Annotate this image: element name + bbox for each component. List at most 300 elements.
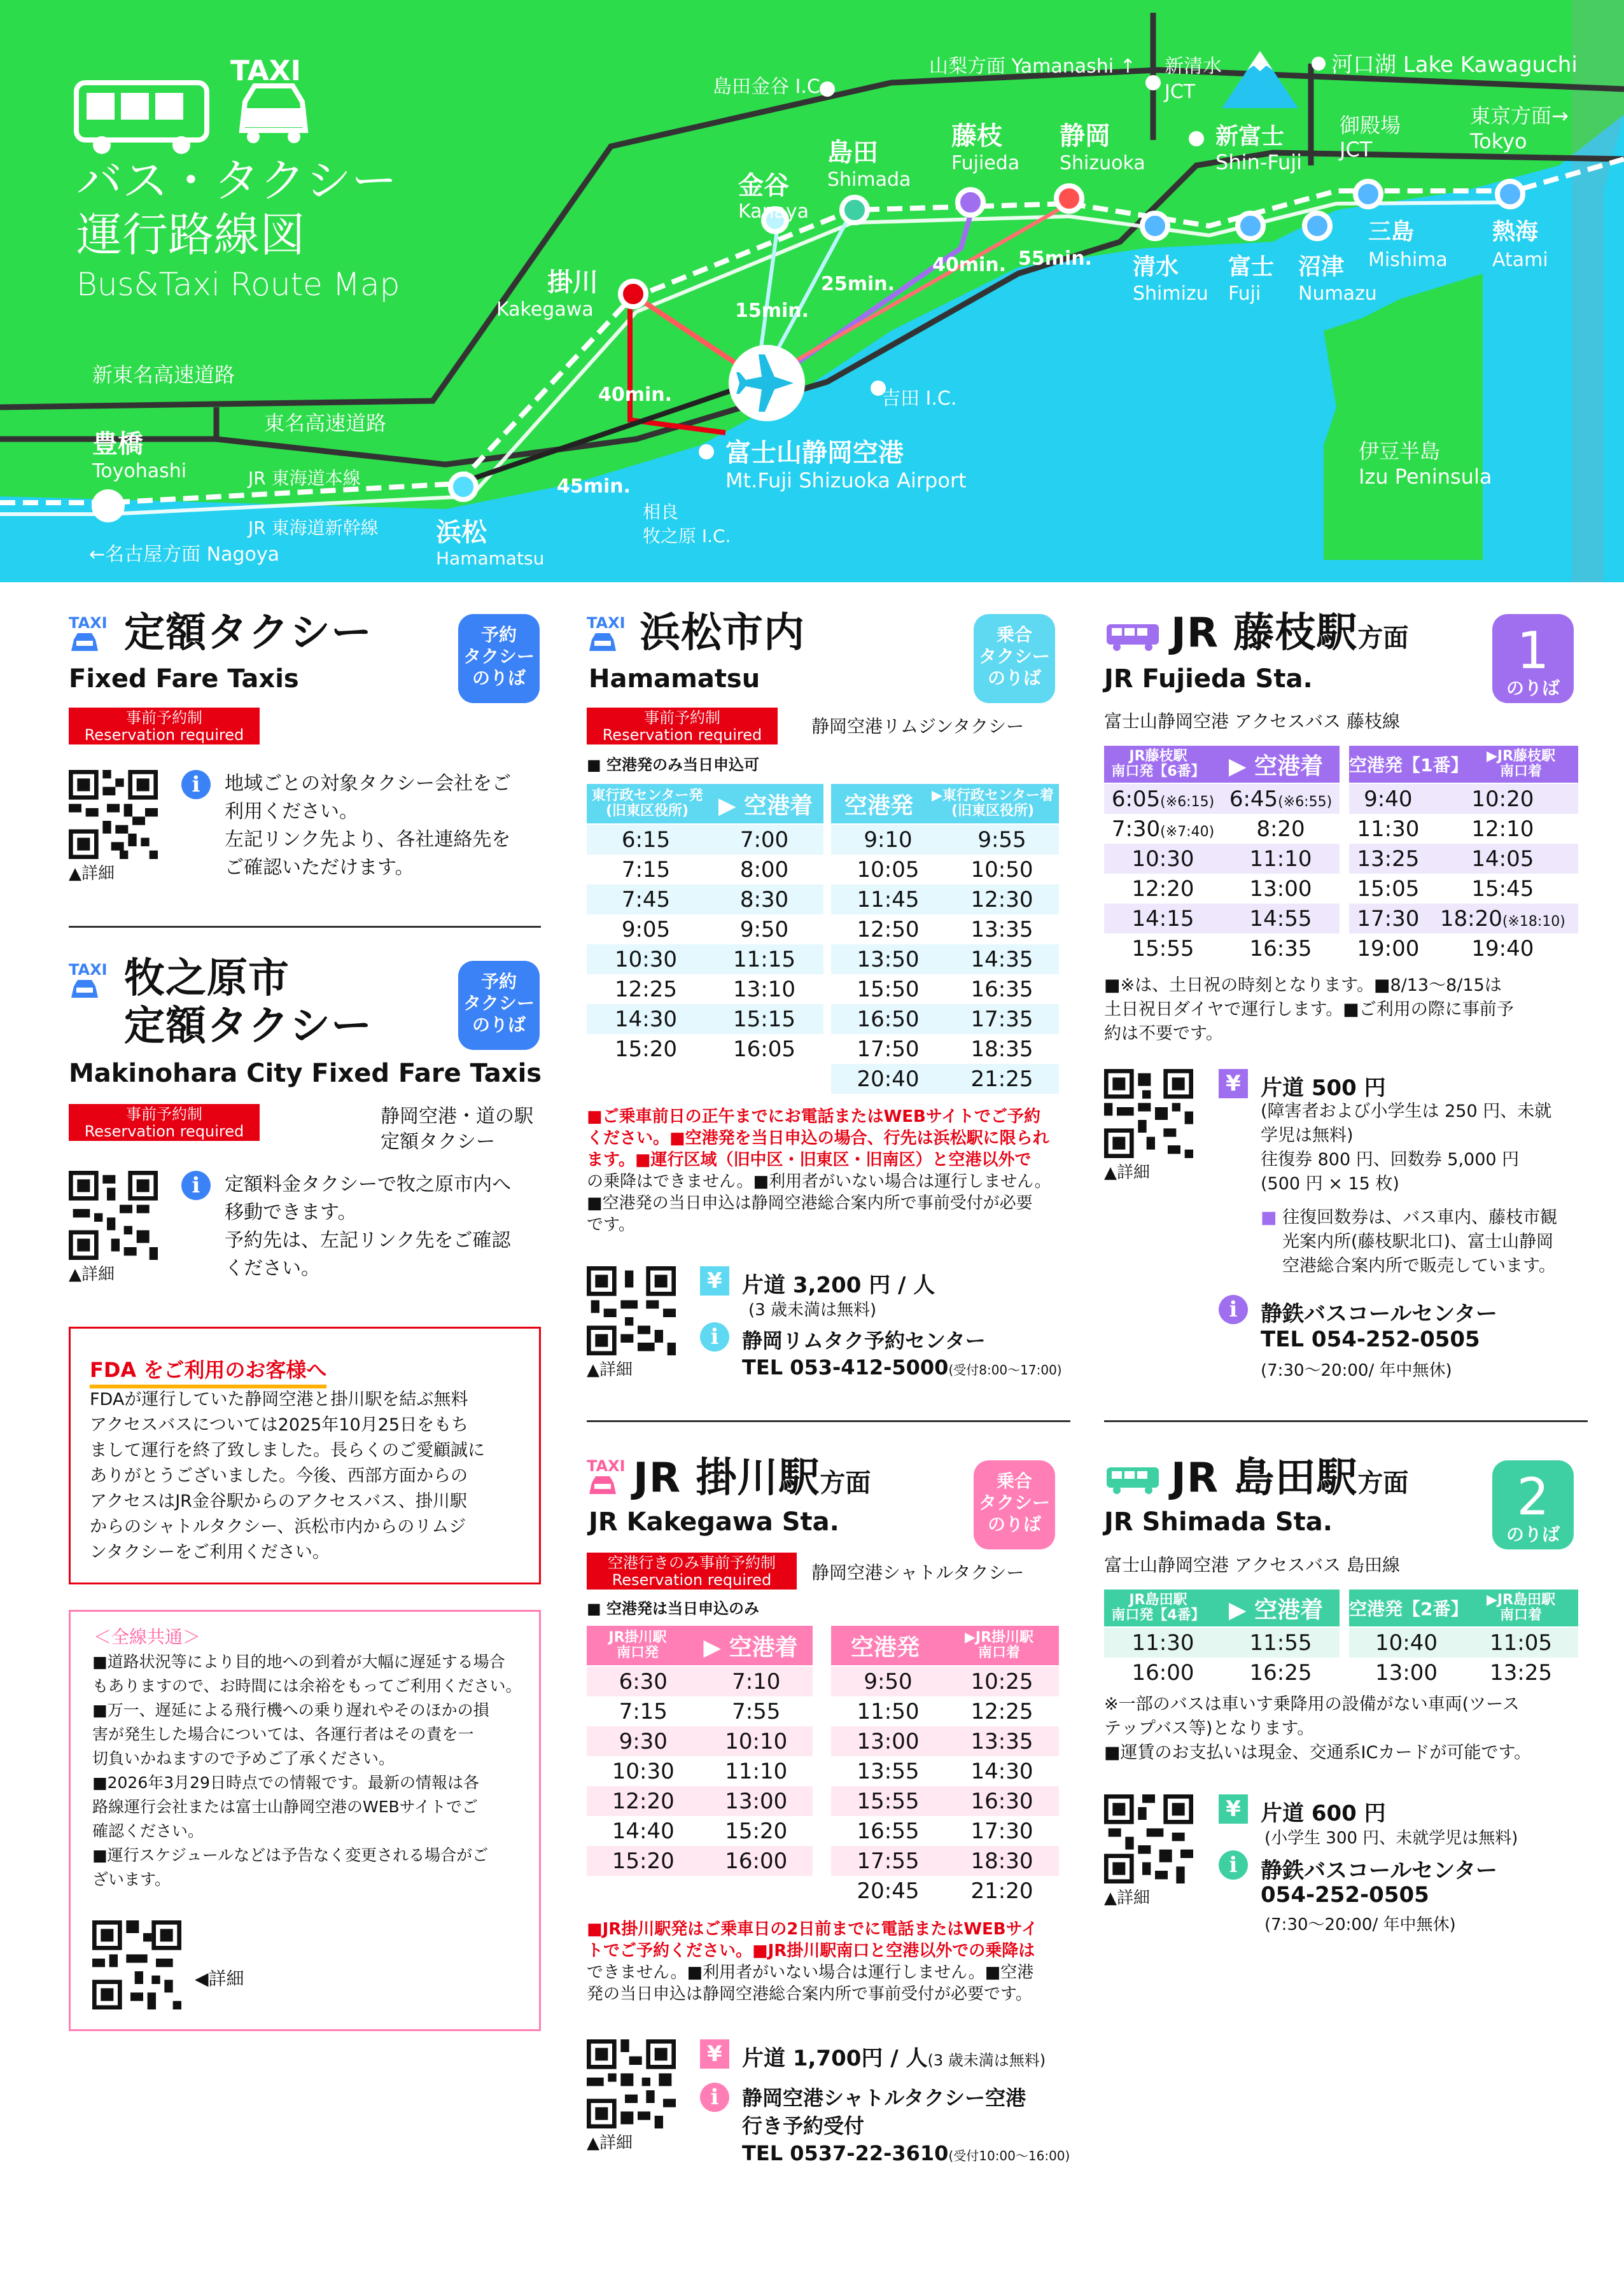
toyohashi-station (92, 489, 125, 522)
label-shimada-kanaya-ic: 島田金谷 I.C. (713, 76, 827, 98)
timetable-cell: 12:50 (857, 916, 920, 942)
info-icon: i (700, 2083, 729, 2112)
timetable-cell: 6:45(※6:55) (1229, 786, 1333, 812)
timetable-cell: 17:35 (970, 1006, 1033, 1032)
yen-icon: ¥ (1219, 1069, 1248, 1098)
common-notes (69, 1610, 541, 2031)
timetable-row (587, 944, 823, 974)
hamamatsu-table-from-airport (831, 825, 1059, 1094)
timetable-row (831, 1034, 1059, 1064)
bus-icon (1104, 620, 1161, 652)
timetable-cell: 14:40 (612, 1818, 675, 1844)
label-atami-jp: 熱海 (1492, 219, 1539, 245)
label-yamanashi: 山梨方面 Yamanashi ↑ (929, 55, 1136, 78)
label-shimizu-en: Shimizu (1133, 283, 1208, 305)
common-items: ■道路状況等により目的地への到着が大幅に遅延する場合 もありますので、お時間には余裕をもってご利用ください。 ■万一、遅延による飛行機への乗り遅れやそのほかの損 害が発生した場合については、各運行者はその責を一 切負いかねますので予めご了承ください。 ■2026年3月29日時点での情報です。最新の情報は各 路線運行会社または富士山静岡空港のWEBサイトでご 確認ください。 ■運行スケジュールなどは予告なく変更される場合がご ざいます。 (92, 1653, 522, 1889)
timetable-cell: 13:25 (1357, 846, 1420, 872)
label-shin-tomei: 新東名高速道路 (92, 363, 235, 387)
timetable-row (831, 1004, 1059, 1034)
kakegawa-route-2 (630, 293, 725, 433)
label-shimada-en: Shimada (827, 169, 911, 191)
kawaguchi-dot (1312, 57, 1326, 71)
timetable-cell: 14:55 (1249, 905, 1312, 932)
timetable-cell: 12:30 (970, 886, 1033, 912)
timetable-cell: 16:35 (970, 976, 1033, 1002)
timetable-cell: 9:30 (619, 1728, 668, 1754)
common-title: ＜全線共通＞ (94, 1626, 201, 1647)
label-time-25: 25min. (821, 273, 895, 295)
taxi-icon (242, 86, 305, 143)
shimada-badge: 2 のりば (1492, 1460, 1574, 1549)
timetable-row (831, 1846, 1059, 1876)
timetable-cell: 17:55 (857, 1848, 920, 1874)
timetable-cell: 7:45 (621, 886, 671, 912)
timetable-cell: 9:50 (739, 916, 789, 942)
timetable-cell: 11:30 (1131, 1630, 1194, 1656)
shizuoka-station (1056, 186, 1082, 211)
makinohara-title-jp-1: 牧之原市 (124, 955, 290, 1002)
timetable-cell: 15:20 (725, 1818, 788, 1844)
label-izu-jp: 伊豆半島 (1359, 439, 1441, 463)
timetable-row (831, 1667, 1059, 1696)
timetable-cell: 7:10 (732, 1668, 781, 1695)
makinohara-icon: TAXI (69, 961, 108, 1004)
label-hamamatsu-en: Hamamatsu (436, 548, 545, 569)
kakegawa-badge: 乗合 タクシー のりば (974, 1460, 1055, 1549)
timetable-row (587, 914, 823, 944)
timetable-cell: 18:30 (970, 1848, 1033, 1874)
label-shizuoka-en: Shizuoka (1060, 152, 1145, 174)
label-shin-fuji-en: Shin-Fuji (1215, 150, 1303, 174)
label-atami-en: Atami (1492, 249, 1548, 271)
timetable-cell: 7:30(※7:40) (1111, 816, 1215, 842)
label-tokyo-en: Tokyo (1470, 129, 1527, 153)
makinohara-title-jp-2: 定額タクシー (124, 1003, 372, 1050)
route-map (0, 0, 1624, 582)
mishima-station (1355, 181, 1381, 207)
timetable-row (1104, 874, 1340, 904)
timetable-cell: 19:40 (1471, 935, 1534, 961)
fda-notice (69, 1327, 541, 1584)
label-shin-shimizu-jct: JCT (1165, 81, 1196, 103)
map-title-en: Bus&Taxi Route Map (76, 266, 400, 303)
timetable-cell: 9:10 (864, 827, 913, 853)
label-time-40-kakegawa: 40min. (598, 384, 673, 406)
hamamatsu-title-en: Hamamatsu (589, 664, 760, 694)
label-fuji-en: Fuji (1228, 283, 1261, 305)
kakegawa-icon: TAXI (587, 1457, 626, 1500)
label-tokyo-jp: 東京方面→ (1470, 104, 1569, 128)
taxi-icon (69, 632, 101, 655)
fujieda-station (958, 190, 983, 215)
kakegawa-operator: 静岡空港シャトルタクシー (811, 1562, 1025, 1583)
info-icon: i (181, 1171, 211, 1200)
timetable-cell: 15:20 (612, 1848, 675, 1874)
info-icon: i (700, 1322, 729, 1352)
label-yoshida-ic: 吉田 I.C. (881, 388, 957, 410)
timetable-row (587, 1696, 813, 1726)
label-fuji-jp: 富士 (1228, 254, 1275, 280)
hamamatsu-reservation-tag: 事前予約制 Reservation required (587, 708, 778, 744)
label-shimizu-jp: 清水 (1133, 254, 1179, 280)
timetable-cell: 15:05 (1357, 876, 1420, 902)
makinohara-reservation-tag: 事前予約制 Reservation required (69, 1104, 260, 1141)
hamamatsu-title-jp: 浜松市内 (640, 610, 805, 657)
timetable-cell: 14:05 (1471, 846, 1534, 872)
timetable-cell: 9:50 (864, 1668, 913, 1695)
timetable-cell: 15:20 (615, 1036, 677, 1062)
timetable-row (587, 1667, 813, 1696)
label-mishima-jp: 三島 (1368, 219, 1415, 245)
sagara-ic (699, 444, 714, 459)
timetable-cell: 11:55 (1249, 1630, 1312, 1656)
kakegawa-station (620, 281, 646, 307)
hamamatsu-notes: ■ご乗車前日の正午までにお電話またはWEBサイトでご予約 ください。■空港発を当日申込の場合、行先は浜松駅に限られ ます。■運行区域（旧中区・旧東区・旧南区）と空港以外で の乗降はできません。■利用者がいない場合は運行しません。 ■空港発の当日申込は静岡空港総合案内所で事前受付が必要 です。 (587, 1107, 1051, 1234)
timetable-cell: 10:40 (1375, 1630, 1438, 1656)
shin-fuji-station (1189, 131, 1204, 146)
timetable-row (1104, 844, 1340, 874)
timetable-cell: 13:25 (1490, 1660, 1552, 1686)
kakegawa-detail-link[interactable]: ▲詳細 (587, 2134, 633, 2153)
map-title-jp-2: 運行路線図 (76, 208, 306, 262)
timetable-cell: 11:30 (1357, 816, 1420, 842)
fujieda-badge: 1 のりば (1492, 614, 1574, 703)
timetable-cell: 9:05 (621, 916, 671, 942)
fixed-qr-code[interactable] (69, 770, 158, 859)
timetable-cell: 11:50 (857, 1698, 920, 1724)
taxi-label: TAXI (230, 55, 301, 87)
timetable-row (1349, 904, 1578, 933)
timetable-cell: 10:05 (857, 856, 920, 883)
kakegawa-header-right: 空港発 ▶JR掛川駅 南口着 (831, 1626, 1059, 1665)
timetable-cell: 18:35 (970, 1036, 1033, 1062)
kakegawa-reservation-tag: 空港行きのみ事前予約制 Reservation required (587, 1553, 797, 1590)
label-shin-shimizu: 新清水 (1165, 55, 1222, 78)
timetable-cell: 12:25 (970, 1698, 1033, 1724)
shimada-route: 富士山静岡空港 アクセスバス 島田線 (1104, 1555, 1400, 1576)
hamamatsu-icon: TAXI (587, 614, 626, 657)
timetable-cell: 16:00 (725, 1848, 788, 1874)
shimada-table-to-airport (1104, 1628, 1340, 1688)
fujieda-table-to-airport (1104, 784, 1340, 963)
timetable-row (587, 1726, 813, 1756)
timetable-row (1104, 904, 1340, 933)
timetable-row (831, 974, 1059, 1004)
divider (69, 926, 541, 928)
fixed-reservation-tag: 事前予約制 Reservation required (69, 708, 260, 744)
fuji-station (1238, 213, 1263, 239)
kakegawa-title: JR 掛川駅方面 (633, 1455, 871, 1502)
makinohara-route: 静岡空港・道の駅 定額タクシー (381, 1105, 533, 1153)
timetable-cell: 10:30 (612, 1758, 675, 1784)
shimada-header-left: JR島田駅 南口発【4番】 ▶ 空港着 (1104, 1590, 1340, 1626)
label-time-55: 55min. (1018, 248, 1093, 270)
timetable-cell: 6:30 (619, 1668, 668, 1695)
hamamatsu-station (451, 474, 476, 500)
label-tomei: 東名高速道路 (264, 411, 387, 435)
divider (1104, 1420, 1588, 1422)
timetable-cell: 13:35 (970, 916, 1033, 942)
label-kanaya-jp: 金谷 (738, 171, 789, 200)
timetable-row (1349, 1658, 1578, 1688)
timetable-cell: 20:45 (857, 1878, 920, 1904)
timetable-cell: 16:50 (857, 1006, 920, 1032)
info-icon: i (181, 770, 211, 799)
makinohara-qr-code[interactable] (69, 1171, 158, 1260)
timetable-row (1349, 874, 1578, 904)
timetable-cell: 19:00 (1357, 935, 1420, 961)
hamamatsu-header-right: 空港発 ▶東行政センター着 (旧東区役所) (831, 784, 1059, 823)
timetable-row (1349, 814, 1578, 844)
kakegawa-header-left: JR掛川駅 南口発 ▶ 空港着 (587, 1626, 813, 1665)
yen-icon: ¥ (1219, 1794, 1248, 1824)
timetable-cell: 13:00 (857, 1728, 920, 1754)
shimada-detail-link[interactable]: ▲詳細 (1104, 1889, 1150, 1908)
timetable-cell: 8:00 (739, 856, 789, 883)
shin-shimizu-jct (1145, 75, 1161, 90)
yen-icon: ¥ (700, 2039, 729, 2069)
fujieda-title: JR 藤枝駅方面 (1171, 610, 1409, 657)
shimizu-station (1142, 213, 1168, 239)
timetable-row (831, 855, 1059, 884)
label-time-45: 45min. (557, 475, 631, 498)
fujieda-detail-link[interactable]: ▲詳細 (1104, 1163, 1150, 1182)
shimada-title-en: JR Shimada Sta. (1104, 1507, 1333, 1537)
timetable-row (1349, 844, 1578, 874)
kakegawa-sameday: ■ 空港発は当日申込のみ (587, 1600, 760, 1618)
timetable-cell: 17:30 (1357, 905, 1420, 932)
label-numazu-jp: 沼津 (1298, 254, 1345, 280)
fujieda-notes: ■※は、土日祝の時刻となります。■8/13～8/15は 土日祝日ダイヤで運行します。■ご利用の際に事前予 約は不要です。 (1104, 975, 1514, 1044)
timetable-cell: 7:55 (732, 1698, 781, 1724)
kakegawa-qr-code[interactable] (587, 2039, 676, 2128)
hamamatsu-operator: 静岡空港リムジンタクシー (811, 716, 1025, 737)
shimada-station (842, 197, 867, 223)
timetable-row (1349, 1628, 1578, 1658)
timetable-cell: 12:25 (615, 976, 677, 1002)
numazu-station (1305, 213, 1330, 239)
timetable-row (587, 1004, 823, 1034)
info-icon: i (1219, 1295, 1248, 1324)
label-sagara-1: 相良 (643, 501, 679, 522)
timetable-row (831, 914, 1059, 944)
timetable-cell: 15:55 (857, 1788, 920, 1814)
timetable-cell: 15:55 (1131, 935, 1194, 961)
label-kakegawa-jp: 掛川 (547, 268, 598, 297)
timetable-cell: 11:45 (857, 886, 920, 912)
timetable-cell: 20:40 (857, 1066, 920, 1092)
label-mishima-en: Mishima (1368, 249, 1448, 271)
timetable-row (1104, 1628, 1340, 1658)
timetable-row (1104, 1658, 1340, 1688)
timetable-row (1349, 933, 1578, 963)
timetable-cell: 21:25 (970, 1066, 1033, 1092)
timetable-row (587, 1034, 823, 1064)
fujieda-table-from-airport (1349, 784, 1578, 963)
timetable-cell: 14:30 (615, 1006, 677, 1032)
timetable-cell: 8:20 (1256, 816, 1305, 842)
label-shimada-jp: 島田 (827, 138, 878, 167)
timetable-row (587, 1756, 813, 1786)
timetable-row (831, 1726, 1059, 1756)
label-jr-shinkansen: JR 東海道新幹線 (248, 517, 379, 538)
common-detail-link[interactable]: ◀詳細 (195, 1968, 244, 1989)
info-icon: i (1219, 1850, 1248, 1880)
fujieda-qr-code[interactable] (1104, 1069, 1193, 1158)
timetable-cell: 16:35 (1249, 935, 1312, 961)
timetable-cell: 18:20(※18:10) (1439, 905, 1565, 932)
timetable-cell: 12:10 (1471, 816, 1534, 842)
fujieda-header-left: JR藤枝駅 南口発【6番】 ▶ 空港着 (1104, 746, 1340, 783)
timetable-cell: 15:50 (857, 976, 920, 1002)
timetable-row (587, 1816, 813, 1846)
label-fujieda-en: Fujieda (951, 152, 1020, 174)
fixed-title-jp: 定額タクシー (124, 610, 372, 657)
timetable-cell: 9:40 (1364, 786, 1413, 812)
timetable-cell: 11:05 (1490, 1630, 1552, 1656)
timetable-cell: 11:10 (1249, 846, 1312, 872)
taxi-icon (69, 979, 101, 1002)
timetable-cell: 9:55 (977, 827, 1026, 853)
label-gotenba-jct: JCT (1340, 137, 1373, 162)
timetable-cell: 6:05(※6:15) (1111, 786, 1215, 812)
fixed-title-en: Fixed Fare Taxis (69, 664, 299, 694)
label-gotenba: 御殿場 (1340, 113, 1401, 137)
makinohara-title-en: Makinohara City Fixed Fare Taxis (69, 1059, 542, 1088)
label-airport-en: Mt.Fuji Shizuoka Airport (725, 468, 967, 493)
timetable-cell: 13:10 (733, 976, 795, 1002)
timetable-row (587, 884, 823, 914)
shimada-notes: ※一部のバスは車いす乗降用の設備がない車両(ツース テップバス等)となります。 ■運賃のお支払いは現金、交通系ICカードが可能です。 (1104, 1695, 1532, 1763)
fujieda-route: 富士山静岡空港 アクセスバス 藤枝線 (1104, 711, 1400, 732)
label-kawaguchi: 河口湖 Lake Kawaguchi (1331, 52, 1578, 78)
bus-icon (1104, 1464, 1161, 1495)
timetable-cell: 7:15 (619, 1698, 668, 1724)
timetable-cell: 17:30 (970, 1818, 1033, 1844)
timetable-cell: 13:50 (857, 946, 920, 972)
timetable-row (831, 944, 1059, 974)
label-airport-jp: 富士山静岡空港 (725, 438, 904, 468)
fixed-fare-icon: TAXI (69, 614, 108, 657)
timetable-cell: 10:30 (615, 946, 677, 972)
label-jr-tokaido: JR 東海道本線 (248, 468, 361, 489)
timetable-cell: 16:00 (1131, 1660, 1194, 1686)
label-shizuoka-jp: 静岡 (1060, 122, 1110, 151)
timetable-cell: 15:15 (733, 1006, 795, 1032)
timetable-cell: 10:50 (970, 856, 1033, 883)
timetable-row (587, 825, 823, 855)
label-sagara-2: 牧之原 I.C. (643, 526, 731, 547)
common-qr-code[interactable] (92, 1920, 181, 2009)
shimada-table-from-airport (1349, 1628, 1578, 1688)
timetable-cell: 13:00 (1249, 876, 1312, 902)
makinohara-badge: 予約 タクシー のりば (458, 961, 540, 1050)
hamamatsu-header-left: 東行政センター発 (旧東区役所) ▶ 空港着 (587, 784, 823, 823)
timetable-cell: 10:20 (1471, 786, 1534, 812)
label-nagoya: ←名古屋方面 Nagoya (89, 543, 280, 566)
timetable-cell: 7:00 (739, 827, 789, 853)
fixed-badge: 予約 タクシー のりば (458, 614, 540, 703)
fda-title: FDA をご利用のお客様へ (90, 1354, 326, 1388)
map-title-jp-1: バス・タクシー (76, 154, 398, 207)
label-toyohashi-jp: 豊橋 (92, 430, 143, 459)
label-kanaya-en: Kanaya (738, 200, 809, 223)
shimada-title: JR 島田駅方面 (1171, 1455, 1409, 1502)
kakegawa-title-en: JR Kakegawa Sta. (589, 1507, 839, 1537)
timetable-cell: 13:00 (725, 1788, 788, 1814)
fda-body: FDAが運行していた静岡空港と掛川駅を結ぶ無料 アクセスバスについては2025年10月25日をもち まして運行を終了致しました。長らくのご愛顧誠に ありがとうございました。今後、西部方面からの アクセスはJR金谷駅からのアクセスバス、掛川駅 からのシャトルタクシー、浜松市内からのリムジ ンタクシーをご利用ください。 (90, 1390, 485, 1562)
taxi-icon (587, 632, 619, 655)
timetable-cell: 21:20 (970, 1878, 1033, 1904)
divider (587, 1420, 1070, 1422)
timetable-cell: 11:10 (725, 1758, 788, 1784)
hamamatsu-badge: 乗合 タクシー のりば (974, 614, 1055, 703)
timetable-row (831, 1876, 1059, 1906)
timetable-row (831, 1786, 1059, 1816)
timetable-cell: 16:05 (733, 1036, 795, 1062)
shimada-header-right: 空港発【2番】 ▶JR島田駅 南口着 (1349, 1590, 1578, 1626)
kakegawa-table-to-airport (587, 1667, 813, 1876)
hamamatsu-qr-code[interactable] (587, 1266, 676, 1355)
timetable-cell: 7:15 (621, 856, 671, 883)
timetable-cell: 13:00 (1375, 1660, 1438, 1686)
kakegawa-notes: ■JR掛川駅発はご乗車日の2日前までに電話またはWEBサイ トでご予約ください。■JR掛川駅南口と空港以外での乗降は できません。■利用者がいない場合は運行しません。■空港 発の当日申込は静岡空港総合案内所で事前受付が必要です。 (587, 1920, 1038, 2004)
timetable-cell: 15:45 (1471, 876, 1534, 902)
timetable-cell: 16:55 (857, 1818, 920, 1844)
hamamatsu-sameday: ■ 空港発のみ当日申込可 (587, 756, 760, 774)
fujieda-header-right: 空港発【1番】 ▶JR藤枝駅 南口着 (1349, 746, 1578, 783)
timetable-cell: 10:25 (970, 1668, 1033, 1695)
timetable-cell: 16:30 (970, 1788, 1033, 1814)
timetable-cell: 14:15 (1131, 905, 1194, 932)
timetable-row (1349, 784, 1578, 814)
label-hamamatsu-jp: 浜松 (436, 518, 487, 547)
atami-station (1497, 181, 1523, 207)
hamamatsu-detail-link[interactable]: ▲詳細 (587, 1360, 633, 1380)
timetable-row (831, 1064, 1059, 1094)
bus-icon (76, 83, 207, 154)
taxi-icon (587, 1475, 619, 1498)
timetable-row (831, 1696, 1059, 1726)
label-toyohashi-en: Toyohashi (92, 460, 187, 482)
timetable-cell: 10:10 (725, 1728, 788, 1754)
shimada-qr-code[interactable] (1104, 1794, 1193, 1883)
timetable-cell: 13:55 (857, 1758, 920, 1784)
timetable-cell: 14:30 (970, 1758, 1033, 1784)
timetable-cell: 14:35 (970, 946, 1033, 972)
timetable-row (587, 974, 823, 1004)
label-numazu-en: Numazu (1298, 283, 1377, 305)
label-time-15: 15min. (735, 300, 809, 322)
timetable-row (587, 1846, 813, 1876)
timetable-row (831, 884, 1059, 914)
timetable-cell: 12:20 (1131, 876, 1194, 902)
fujieda-title-en: JR Fujieda Sta. (1104, 664, 1313, 694)
timetable-row (587, 1786, 813, 1816)
timetable-row (1104, 933, 1340, 963)
makinohara-detail-link[interactable]: ▲詳細 (69, 1265, 115, 1284)
fixed-detail-link[interactable]: ▲詳細 (69, 864, 115, 883)
timetable-cell: 17:50 (857, 1036, 920, 1062)
timetable-cell: 16:25 (1249, 1660, 1312, 1686)
timetable-row (831, 825, 1059, 855)
timetable-row (831, 1756, 1059, 1786)
timetable-cell: 6:15 (621, 827, 671, 853)
label-izu-en: Izu Peninsula (1359, 465, 1492, 489)
timetable-cell: 8:30 (739, 886, 789, 912)
timetable-cell: 12:20 (612, 1788, 675, 1814)
timetable-cell: 13:35 (970, 1728, 1033, 1754)
